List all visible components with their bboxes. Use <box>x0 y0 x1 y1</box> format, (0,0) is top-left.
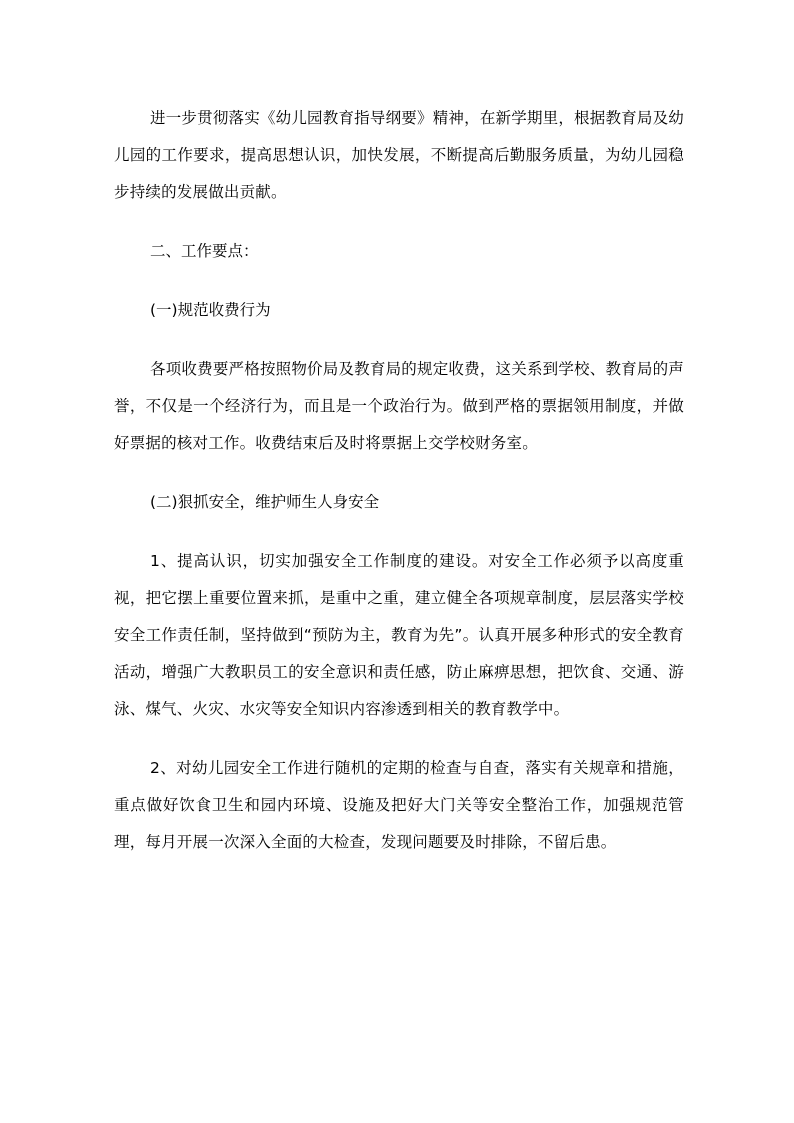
paragraph-intro: 进一步贯彻落实《幼儿园教育指导纲要》精神，在新学期里，根据教育局及幼儿园的工作要求，提高思想认识，加快发展，不断提高后勤服务质量，为幼儿园稳步持续的发展做出贡献。 <box>114 109 684 201</box>
paragraph-safety-2: 2、对幼儿园安全工作进行随机的定期的检查与自查，落实有关规章和措施，重点做好饮食卫生和园内环境、设施及把好大门关等安全整治工作，加强规范管理，每月开展一次深入全面的大检查，发现问题要及时排除，不留后患。 <box>114 759 684 851</box>
subheading-safety: (二)狠抓安全，维护师生人身安全 <box>150 493 380 511</box>
paragraph-fees: 各项收费要严格按照物价局及教育局的规定收费，这关系到学校、教育局的声誉，不仅是一个经济行为，而且是一个政治行为。做到严格的票据领用制度，并做好票据的核对工作。收费结束后及时将票据上交学校财务室。 <box>114 360 684 452</box>
section-heading-work-points: 二、工作要点： <box>150 242 259 260</box>
document-body <box>114 100 684 883</box>
subheading-fees: (一)规范收费行为 <box>150 301 271 319</box>
paragraph-safety-1: 1、提高认识，切实加强安全工作制度的建设。对安全工作必须予以高度重视，把它摆上重要位置来抓，是重中之重，建立健全各项规章制度，层层落实学校安全工作责任制，坚持做到“预防为主，教育为先”。认真开展多种形式的安全教育活动，增强广大教职员工的安全意识和责任感，防止麻痹思想，把饮食、交通、游泳、煤气、火灾、水灾等安全知识内容渗透到相关的教育教学中。 <box>114 552 684 718</box>
